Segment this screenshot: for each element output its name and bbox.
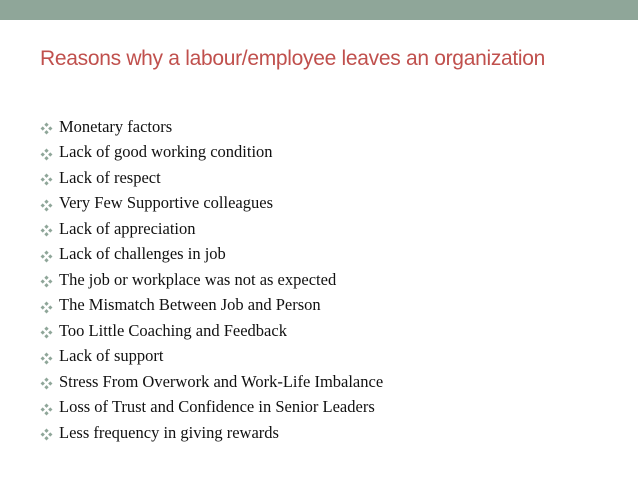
bullet-text: The Mismatch Between Job and Person — [59, 295, 321, 315]
four-diamond-bullet-icon — [40, 120, 53, 133]
bullet-text: The job or workplace was not as expected — [59, 269, 337, 289]
bullet-item — [40, 318, 620, 344]
bullet-text: Lack of respect — [59, 167, 161, 187]
bullet-item — [40, 395, 620, 421]
top-accent-band — [0, 0, 638, 20]
bullet-text: Lack of appreciation — [59, 218, 196, 238]
four-diamond-bullet-icon — [40, 375, 53, 388]
bullet-item — [40, 242, 620, 268]
bullet-list — [40, 114, 620, 446]
slide-title: Reasons why a labour/employee leaves an organization — [40, 47, 546, 70]
bullet-item — [40, 165, 620, 191]
bullet-text: Lack of good working condition — [59, 142, 273, 162]
four-diamond-bullet-icon — [40, 426, 53, 439]
bullet-text: Very Few Supportive colleagues — [59, 193, 273, 213]
four-diamond-bullet-icon — [40, 197, 53, 210]
bullet-item — [40, 369, 620, 395]
bullet-item — [40, 293, 620, 319]
four-diamond-bullet-icon — [40, 222, 53, 235]
bullet-text: Loss of Trust and Confidence in Senior Leaders — [59, 397, 375, 417]
four-diamond-bullet-icon — [40, 171, 53, 184]
four-diamond-bullet-icon — [40, 248, 53, 261]
bullet-text: Monetary factors — [59, 116, 173, 136]
four-diamond-bullet-icon — [40, 324, 53, 337]
bullet-item — [40, 344, 620, 370]
four-diamond-bullet-icon — [40, 299, 53, 312]
bullet-text: Lack of challenges in job — [59, 244, 226, 264]
bullet-text: Less frequency in giving rewards — [59, 422, 279, 442]
four-diamond-bullet-icon — [40, 401, 53, 414]
bullet-item — [40, 114, 620, 140]
bullet-item — [40, 420, 620, 446]
bullet-text: Stress From Overwork and Work-Life Imbalance — [59, 371, 384, 391]
four-diamond-bullet-icon — [40, 273, 53, 286]
bullet-item — [40, 140, 620, 166]
bullet-item — [40, 267, 620, 293]
bullet-item — [40, 191, 620, 217]
bullet-item — [40, 216, 620, 242]
bullet-text: Lack of support — [59, 346, 164, 366]
bullet-text: Too Little Coaching and Feedback — [59, 320, 287, 340]
four-diamond-bullet-icon — [40, 146, 53, 159]
four-diamond-bullet-icon — [40, 350, 53, 363]
